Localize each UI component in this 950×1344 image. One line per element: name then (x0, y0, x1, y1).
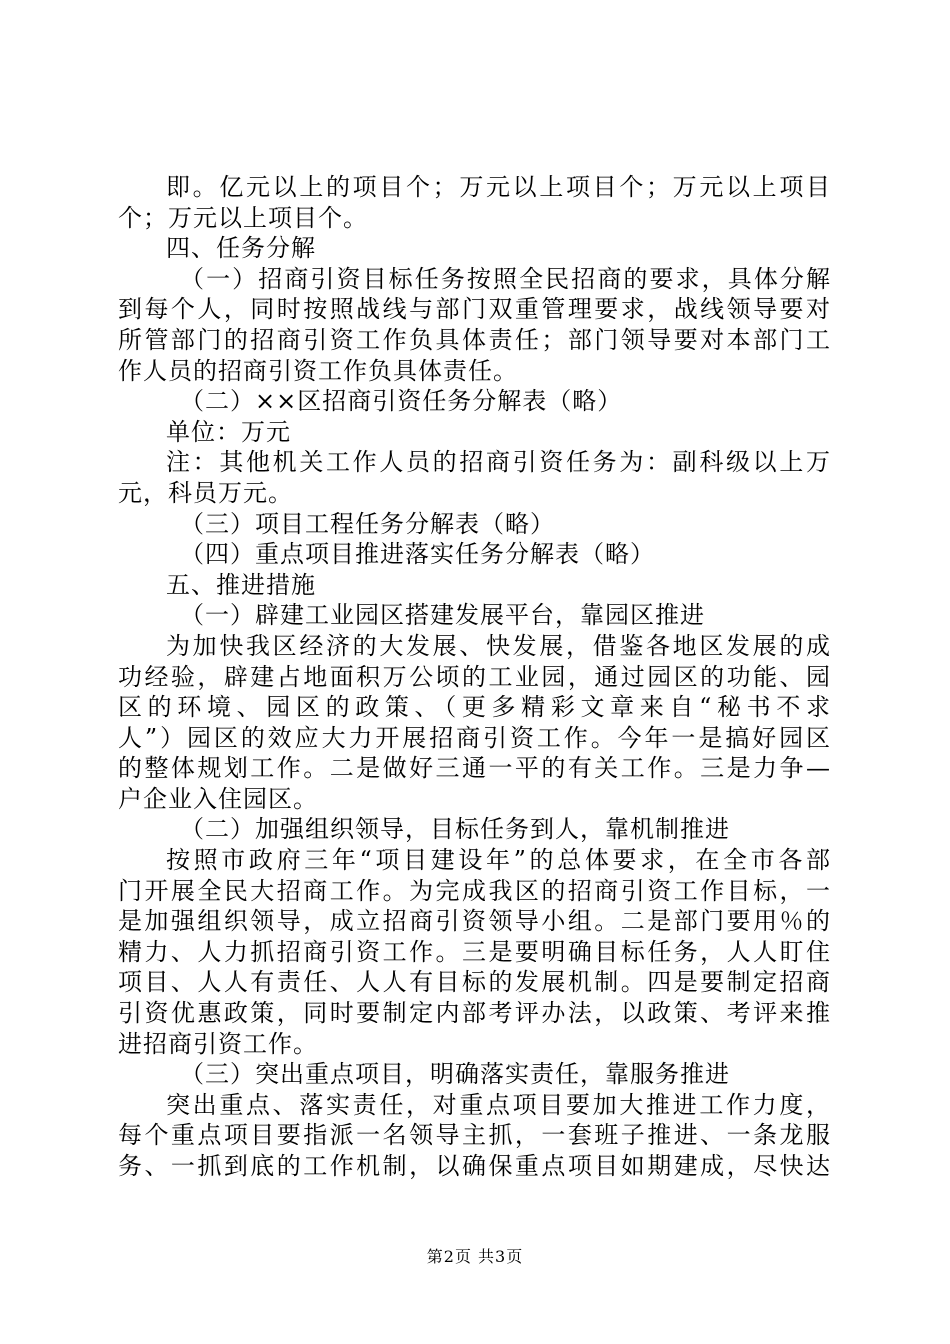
text-line: 的整体规划工作。二是做好三通一平的有关工作。三是力争— (118, 754, 830, 783)
text-line: 元，科员万元。 (118, 478, 293, 507)
text-line: 到每个人，同时按照战线与部门双重管理要求，战线领导要对 (118, 295, 830, 324)
text-line: 门开展全民大招商工作。为完成我区的招商引资工作目标，一 (118, 876, 830, 905)
text-line: 每个重点项目要指派一名领导主抓，一套班子推进、一条龙服 (118, 1121, 830, 1150)
text-line: 注：其他机关工作人员的招商引资任务为：副科级以上万 (166, 448, 830, 477)
page-footer: 第2页 共3页 (426, 1247, 524, 1266)
text-line: 五、推进措施 (166, 570, 316, 599)
text-line: 引资优惠政策，同时要制定内部考评办法，以政策、考评来推 (118, 999, 830, 1028)
text-line: 单位：万元 (166, 417, 291, 446)
text-line: 进招商引资工作。 (118, 1029, 318, 1058)
text-line: 即。亿元以上的项目个；万元以上项目个；万元以上项目 (166, 173, 830, 201)
text-line: 作人员的招商引资工作负具体责任。 (118, 356, 518, 385)
text-line: 突出重点、落实责任，对重点项目要加大推进工作力度， (166, 1090, 830, 1119)
text-line: 项目、人人有责任、人人有目标的发展机制。四是要制定招商 (118, 968, 830, 997)
text-line: 功经验，辟建占地面积万公顷的工业园，通过园区的功能、园 (118, 662, 830, 691)
text-line: 精力、人力抓招商引资工作。三是要明确目标任务，人人盯住 (118, 937, 830, 966)
text-line: （四）重点项目推进落实任务分解表（略） (180, 540, 655, 569)
text-line: 为加快我区经济的大发展、快发展，借鉴各地区发展的成 (166, 631, 830, 660)
text-line: 所管部门的招商引资工作负具体责任；部门领导要对本部门工 (118, 325, 830, 354)
text-line: 按照市政府三年“项目建设年”的总体要求，在全市各部 (166, 846, 830, 875)
text-line: （一）辟建工业园区搭建发展平台，靠园区推进 (180, 601, 705, 630)
text-line: 四、任务分解 (166, 234, 316, 263)
text-line: 是加强组织领导，成立招商引资领导小组。二是部门要用％的 (118, 907, 830, 936)
text-line: （一）招商引资目标任务按照全民招商的要求，具体分解 (180, 264, 830, 293)
text-line: （三）项目工程任务分解表（略） (180, 509, 555, 538)
text-line: （二）加强组织领导，目标任务到人，靠机制推进 (180, 815, 730, 844)
text-line: （二）××区招商引资任务分解表（略） (180, 387, 623, 416)
text-line: （三）突出重点项目，明确落实责任，靠服务推进 (180, 1060, 730, 1089)
text-line: 户企业入住园区。 (118, 784, 318, 813)
document-body (118, 172, 830, 1182)
text-line: 个；万元以上项目个。 (118, 203, 368, 232)
text-line: 人”）园区的效应大力开展招商引资工作。今年一是搞好园区 (118, 723, 830, 752)
text-line: 务、一抓到底的工作机制，以确保重点项目如期建成，尽快达 (118, 1152, 830, 1180)
text-line: 区的环境、园区的政策、（更多精彩文章来自“秘书不求 (118, 693, 830, 722)
